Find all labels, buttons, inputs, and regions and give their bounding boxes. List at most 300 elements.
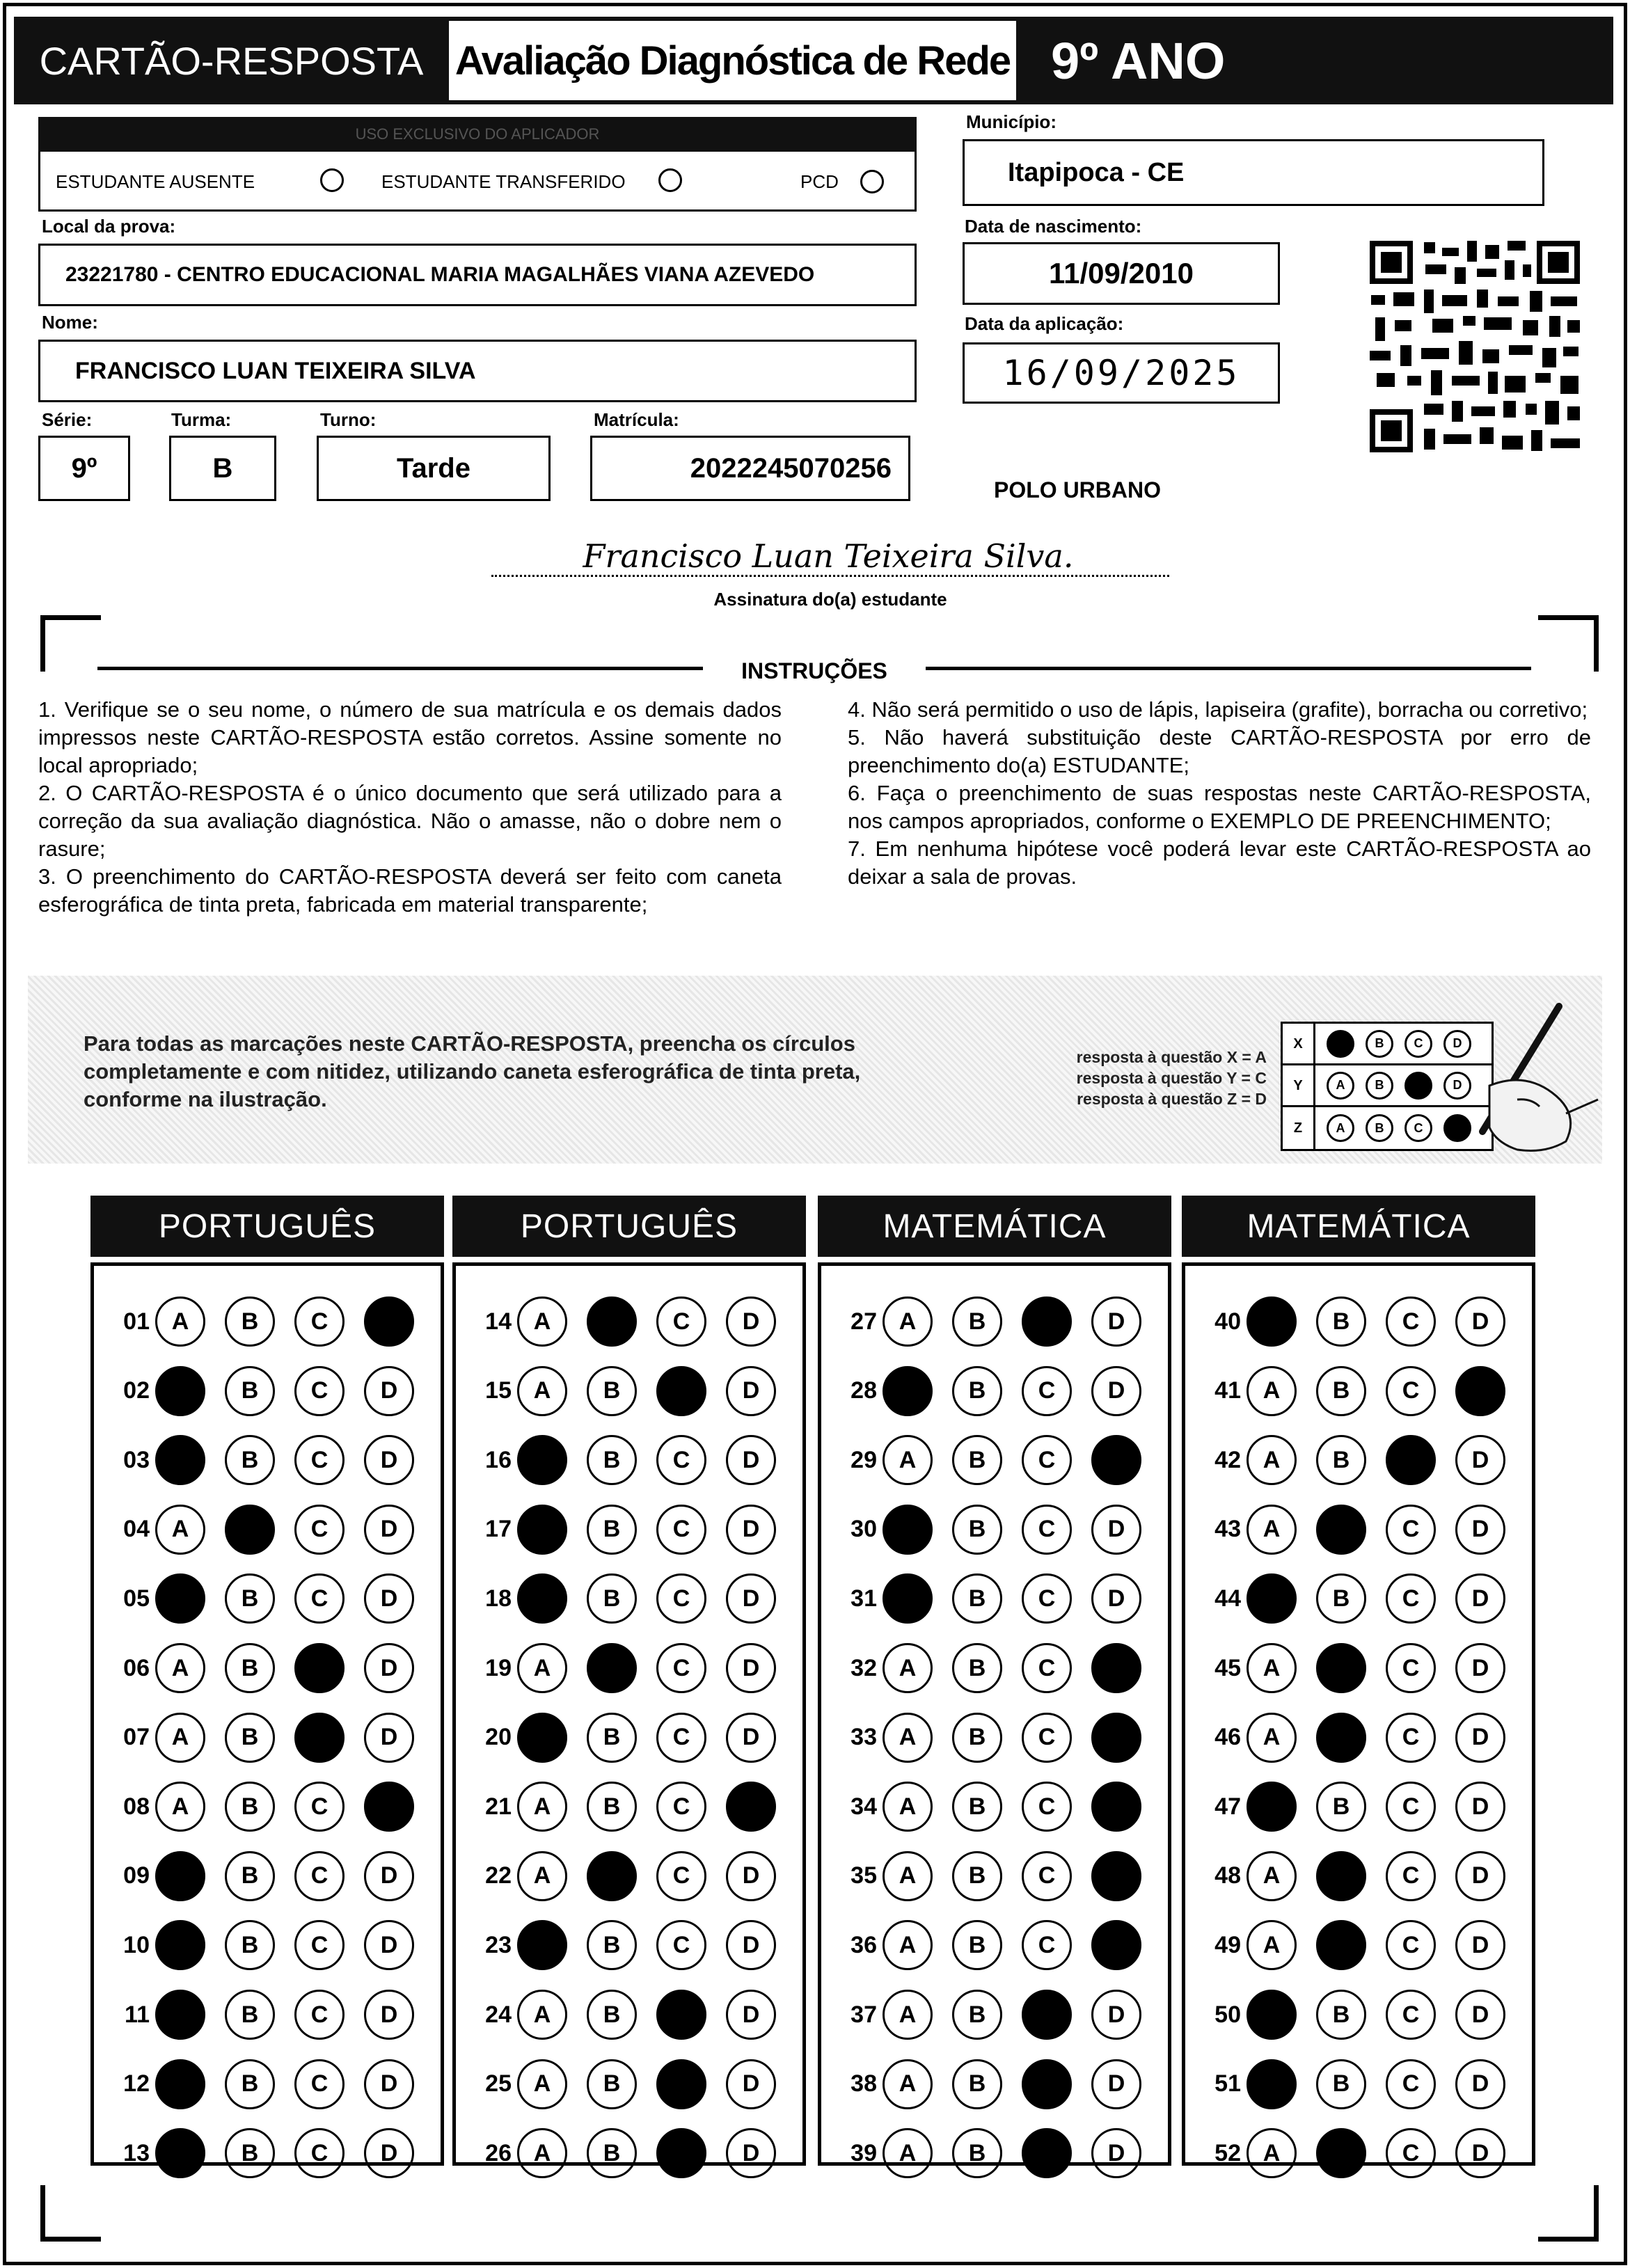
answer-bubble-a[interactable]: A <box>155 1643 205 1693</box>
answer-bubble-b[interactable] <box>587 1851 637 1901</box>
answer-bubble-d[interactable] <box>1091 1713 1141 1763</box>
answer-bubble-a[interactable] <box>517 1505 567 1555</box>
answer-bubble-d[interactable]: D <box>1455 1713 1505 1763</box>
answer-bubble-b[interactable]: B <box>952 1851 1002 1901</box>
answer-bubble-c[interactable]: C <box>1022 1782 1072 1832</box>
answer-bubble-c[interactable]: C <box>294 1296 345 1347</box>
answer-bubble-a[interactable]: A <box>517 1296 567 1347</box>
answer-bubble-a[interactable] <box>155 2128 205 2178</box>
answer-bubble-c[interactable]: C <box>1386 2059 1436 2109</box>
answer-bubble-b[interactable]: B <box>225 1782 275 1832</box>
answer-bubble-b[interactable]: B <box>1316 1782 1366 1832</box>
answer-bubble-b[interactable]: B <box>952 1505 1002 1555</box>
answer-bubble-a[interactable]: A <box>883 1643 933 1693</box>
answer-bubble-a[interactable] <box>155 1990 205 2040</box>
question-number: 22 <box>485 1862 512 1889</box>
pcd-radio[interactable] <box>860 170 884 193</box>
question-row <box>827 2056 1161 2112</box>
answer-bubble-b[interactable] <box>225 1505 275 1555</box>
answer-bubble-a[interactable]: A <box>517 1851 567 1901</box>
question-row <box>461 1432 796 1488</box>
aplicacao-field[interactable] <box>963 342 1280 404</box>
answer-bubble-a[interactable]: A <box>883 2059 933 2109</box>
answer-bubble-d[interactable]: D <box>364 1573 414 1624</box>
answer-bubble-a[interactable] <box>155 1573 205 1624</box>
answer-bubble-b[interactable]: B <box>952 1782 1002 1832</box>
answer-bubble-d[interactable] <box>364 1782 414 1832</box>
answer-bubble-c[interactable] <box>656 2059 706 2109</box>
question-number: 15 <box>485 1377 512 1404</box>
answer-bubble-d[interactable]: D <box>1455 1435 1505 1485</box>
answer-bubble-d[interactable]: D <box>364 1713 414 1763</box>
question-row <box>1191 1710 1525 1766</box>
answer-bubble-a[interactable] <box>1247 1573 1297 1624</box>
answer-bubble-c[interactable]: C <box>294 1920 345 1970</box>
answer-bubble-b[interactable] <box>1316 1643 1366 1693</box>
question-number: 09 <box>123 1862 150 1889</box>
example-bubble: D <box>1443 1030 1471 1058</box>
answer-bubble-c[interactable]: C <box>656 1435 706 1485</box>
instructions-left <box>38 696 782 919</box>
answer-bubble-a[interactable]: A <box>155 1782 205 1832</box>
answer-bubble-b[interactable]: B <box>587 1573 637 1624</box>
nascimento-field <box>963 242 1280 305</box>
example-bubble: D <box>1443 1072 1471 1100</box>
question-number: 44 <box>1214 1585 1241 1612</box>
instructions-rule-right <box>926 667 1531 670</box>
applicator-banner-text: USO EXCLUSIVO DO APLICADOR <box>355 125 600 143</box>
answer-bubble-c[interactable]: C <box>1022 1435 1072 1485</box>
answer-bubble-a[interactable]: A <box>155 1296 205 1347</box>
question-row <box>827 1502 1161 1557</box>
answer-bubble-a[interactable] <box>517 1573 567 1624</box>
transferred-radio[interactable] <box>658 168 682 192</box>
answer-bubble-a[interactable] <box>517 1435 567 1485</box>
instruction-4: 4. Não será permitido o uso de lápis, lapiseira (grafite), borracha ou corretivo; <box>848 697 1588 722</box>
answer-bubble-a[interactable]: A <box>883 1435 933 1485</box>
answer-bubble-c[interactable]: C <box>1022 1505 1072 1555</box>
answer-bubble-c[interactable] <box>1022 1296 1072 1347</box>
question-number: 04 <box>123 1516 150 1543</box>
corner-mark-bottom-left <box>40 2185 101 2242</box>
answer-bubble-a[interactable]: A <box>517 1366 567 1416</box>
answer-bubble-c[interactable]: C <box>656 1920 706 1970</box>
answer-bubble-d[interactable]: D <box>1455 1851 1505 1901</box>
answer-bubble-c[interactable]: C <box>294 1573 345 1624</box>
answer-bubble-b[interactable]: B <box>225 1643 275 1693</box>
applicator-box <box>38 152 917 212</box>
answer-bubble-d[interactable]: D <box>364 1851 414 1901</box>
turma-value: B <box>212 452 233 484</box>
answer-bubble-c[interactable] <box>294 1643 345 1693</box>
answer-bubble-b[interactable] <box>1316 1505 1366 1555</box>
serie-field <box>38 436 130 501</box>
answer-bubble-c[interactable]: C <box>1022 1573 1072 1624</box>
answer-bubble-b[interactable]: B <box>1316 1573 1366 1624</box>
answer-bubble-d[interactable]: D <box>726 1296 776 1347</box>
answer-bubble-a[interactable] <box>155 1366 205 1416</box>
answer-bubble-d[interactable]: D <box>726 1851 776 1901</box>
answer-bubble-a[interactable] <box>1247 2059 1297 2109</box>
instruction-3: 3. O preenchimento do CARTÃO-RESPOSTA deverá ser feito com caneta esferográfica de tinta preta, fabricada em material transparente; <box>38 864 782 917</box>
answer-bubble-a[interactable]: A <box>1247 1435 1297 1485</box>
answer-bubble-d[interactable]: D <box>1455 1990 1505 2040</box>
answer-bubble-d[interactable]: D <box>1455 1920 1505 1970</box>
answer-bubble-b[interactable]: B <box>952 2128 1002 2178</box>
answer-bubble-a[interactable]: A <box>517 2128 567 2178</box>
answer-bubble-a[interactable] <box>155 1851 205 1901</box>
question-number: 38 <box>850 2070 877 2097</box>
answer-bubble-d[interactable] <box>1455 1366 1505 1416</box>
answer-bubble-d[interactable] <box>1091 1435 1141 1485</box>
question-row <box>100 2125 434 2181</box>
answer-bubble-c[interactable]: C <box>1022 1713 1072 1763</box>
answer-bubble-d[interactable]: D <box>726 2128 776 2178</box>
question-number: 45 <box>1214 1654 1241 1681</box>
answer-bubble-d[interactable]: D <box>1091 1573 1141 1624</box>
answer-bubble-d[interactable]: D <box>364 2059 414 2109</box>
answer-bubble-c[interactable]: C <box>294 2128 345 2178</box>
answer-bubble-b[interactable]: B <box>225 1920 275 1970</box>
answer-bubble-c[interactable]: C <box>656 1296 706 1347</box>
municipio-value: Itapipoca - CE <box>1008 157 1185 187</box>
absent-radio[interactable] <box>320 168 344 192</box>
question-number: 10 <box>123 1931 150 1958</box>
answer-column <box>818 1262 1171 2166</box>
answer-bubble-a[interactable]: A <box>517 1782 567 1832</box>
answer-bubble-d[interactable]: D <box>1091 1296 1141 1347</box>
answer-bubble-d[interactable]: D <box>364 1990 414 2040</box>
question-number: 27 <box>850 1308 877 1335</box>
question-row <box>461 1363 796 1419</box>
question-row <box>100 1987 434 2043</box>
instructions-title: INSTRUÇÕES <box>741 658 887 683</box>
answer-bubble-b[interactable]: B <box>952 1366 1002 1416</box>
answer-bubble-b[interactable]: B <box>952 1296 1002 1347</box>
answer-bubble-a[interactable]: A <box>883 1713 933 1763</box>
aplicacao-value: 16/09/2025 <box>1002 353 1240 393</box>
question-number: 35 <box>850 1862 877 1889</box>
instructions-right <box>848 696 1591 891</box>
answer-bubble-c[interactable]: C <box>1022 1920 1072 1970</box>
example-bubble: A <box>1327 1030 1354 1058</box>
answer-bubble-b[interactable]: B <box>587 1990 637 2040</box>
answer-bubble-d[interactable]: D <box>1091 1505 1141 1555</box>
answer-bubble-b[interactable]: B <box>1316 2059 1366 2109</box>
answer-bubble-c[interactable]: C <box>294 1782 345 1832</box>
answer-bubble-d[interactable]: D <box>364 1920 414 1970</box>
answer-bubble-c[interactable]: C <box>656 1851 706 1901</box>
question-row <box>100 1917 434 1973</box>
answer-bubble-d[interactable]: D <box>1455 1573 1505 1624</box>
answer-bubble-b[interactable]: B <box>952 1435 1002 1485</box>
answer-bubble-a[interactable] <box>883 1366 933 1416</box>
question-number: 24 <box>485 2001 512 2028</box>
question-number: 29 <box>850 1446 877 1473</box>
example-bubble: C <box>1405 1114 1432 1142</box>
question-row <box>461 1502 796 1557</box>
answer-bubble-c[interactable]: C <box>294 1505 345 1555</box>
example-legend-z: resposta à questão Z = D <box>1077 1090 1267 1108</box>
answer-bubble-a[interactable]: A <box>883 1920 933 1970</box>
answer-bubble-b[interactable]: B <box>225 2128 275 2178</box>
answer-bubble-c[interactable]: C <box>294 1990 345 2040</box>
answer-bubble-d[interactable]: D <box>1091 2128 1141 2178</box>
answer-bubble-c[interactable] <box>656 1366 706 1416</box>
answer-bubble-d[interactable]: D <box>1455 1296 1505 1347</box>
answer-bubble-d[interactable]: D <box>726 1713 776 1763</box>
answer-bubble-d[interactable]: D <box>726 1505 776 1555</box>
answer-bubble-d[interactable]: D <box>1455 1643 1505 1693</box>
answer-bubble-b[interactable]: B <box>952 1643 1002 1693</box>
answer-bubble-d[interactable]: D <box>1455 2128 1505 2178</box>
answer-bubble-c[interactable]: C <box>1386 1505 1436 1555</box>
answer-bubble-c[interactable]: C <box>1386 1713 1436 1763</box>
answer-bubble-c[interactable]: C <box>1022 1366 1072 1416</box>
answer-bubble-b[interactable]: B <box>952 1713 1002 1763</box>
answer-bubble-c[interactable] <box>294 1713 345 1763</box>
answer-bubble-c[interactable]: C <box>1386 1573 1436 1624</box>
answer-bubble-a[interactable]: A <box>1247 1505 1297 1555</box>
answer-bubble-d[interactable]: D <box>726 1643 776 1693</box>
question-number: 17 <box>485 1516 512 1543</box>
answer-bubble-c[interactable]: C <box>1386 1851 1436 1901</box>
answer-bubble-a[interactable] <box>1247 1990 1297 2040</box>
answer-bubble-d[interactable] <box>1091 1851 1141 1901</box>
example-row-label: X <box>1283 1023 1315 1065</box>
answer-bubble-d[interactable]: D <box>1455 1782 1505 1832</box>
answer-bubble-b[interactable]: B <box>952 2059 1002 2109</box>
answer-bubble-c[interactable]: C <box>1386 1643 1436 1693</box>
answer-bubble-c[interactable]: C <box>1386 2128 1436 2178</box>
answer-bubble-a[interactable] <box>1247 1782 1297 1832</box>
answer-bubble-a[interactable]: A <box>883 2128 933 2178</box>
question-row <box>461 1917 796 1973</box>
answer-bubble-b[interactable]: B <box>1316 1296 1366 1347</box>
question-number: 08 <box>123 1793 150 1820</box>
answer-bubble-b[interactable]: B <box>587 1782 637 1832</box>
answer-bubble-c[interactable]: C <box>656 1573 706 1624</box>
answer-bubble-c[interactable]: C <box>1386 1920 1436 1970</box>
answer-bubble-c[interactable]: C <box>656 1643 706 1693</box>
question-number: 16 <box>485 1446 512 1473</box>
answer-bubble-a[interactable]: A <box>155 1713 205 1763</box>
column-title: PORTUGUÊS <box>452 1196 806 1257</box>
question-row <box>827 1571 1161 1626</box>
answer-bubble-b[interactable]: B <box>952 1573 1002 1624</box>
answer-bubble-d[interactable]: D <box>364 1505 414 1555</box>
answer-bubble-d[interactable]: D <box>726 2059 776 2109</box>
question-number: 32 <box>850 1654 877 1681</box>
answer-bubble-d[interactable] <box>1091 1920 1141 1970</box>
answer-bubble-b[interactable]: B <box>952 1920 1002 1970</box>
question-row <box>100 1502 434 1557</box>
answer-bubble-b[interactable]: B <box>587 1505 637 1555</box>
question-row <box>461 1571 796 1626</box>
question-row <box>461 2056 796 2112</box>
question-row <box>461 1987 796 2043</box>
answer-bubble-d[interactable]: D <box>726 1920 776 1970</box>
answer-bubble-a[interactable]: A <box>1247 1851 1297 1901</box>
question-row <box>1191 1502 1525 1557</box>
exam-title-box <box>449 17 1016 104</box>
answer-bubble-b[interactable]: B <box>952 1990 1002 2040</box>
answer-bubble-a[interactable]: A <box>883 1990 933 2040</box>
example-bubble: A <box>1327 1072 1354 1100</box>
answer-bubble-a[interactable]: A <box>1247 1920 1297 1970</box>
answer-bubble-d[interactable] <box>1091 1643 1141 1693</box>
answer-bubble-a[interactable]: A <box>517 2059 567 2109</box>
answer-bubble-d[interactable]: D <box>364 1366 414 1416</box>
answer-bubble-a[interactable] <box>155 1435 205 1485</box>
corner-mark-top-left <box>40 615 101 672</box>
answer-bubble-b[interactable]: B <box>1316 1435 1366 1485</box>
answer-bubble-a[interactable]: A <box>1247 1643 1297 1693</box>
question-number: 14 <box>485 1308 512 1335</box>
answer-bubble-b[interactable]: B <box>225 1990 275 2040</box>
answer-bubble-d[interactable]: D <box>1091 1366 1141 1416</box>
answer-bubble-a[interactable]: A <box>517 1643 567 1693</box>
example-row-label: Z <box>1283 1107 1315 1149</box>
answer-bubble-d[interactable]: D <box>726 1573 776 1624</box>
local-value: 23221780 - CENTRO EDUCACIONAL MARIA MAGALHÃES VIANA AZEVEDO <box>65 263 815 286</box>
question-row <box>1191 1848 1525 1904</box>
answer-bubble-a[interactable]: A <box>883 1782 933 1832</box>
card-title-box <box>14 17 449 104</box>
answer-bubble-c[interactable] <box>656 2128 706 2178</box>
answer-bubble-b[interactable] <box>1316 1920 1366 1970</box>
question-row <box>100 2056 434 2112</box>
answer-bubble-b[interactable]: B <box>1316 1990 1366 2040</box>
answer-bubble-b[interactable]: B <box>225 2059 275 2109</box>
answer-bubble-b[interactable]: B <box>587 1713 637 1763</box>
answer-bubble-b[interactable] <box>1316 1713 1366 1763</box>
answer-bubble-b[interactable] <box>1316 1851 1366 1901</box>
answer-bubble-c[interactable]: C <box>1022 1851 1072 1901</box>
answer-bubble-c[interactable]: C <box>656 1713 706 1763</box>
answer-bubble-a[interactable]: A <box>883 1851 933 1901</box>
answer-bubble-b[interactable]: B <box>225 1366 275 1416</box>
answer-bubble-c[interactable] <box>1022 2059 1072 2109</box>
answer-bubble-a[interactable] <box>883 1573 933 1624</box>
column-title: PORTUGUÊS <box>90 1196 444 1257</box>
answer-bubble-b[interactable]: B <box>1316 1366 1366 1416</box>
answer-bubble-c[interactable]: C <box>1386 1782 1436 1832</box>
answer-bubble-b[interactable]: B <box>587 1366 637 1416</box>
answer-bubble-a[interactable] <box>883 1505 933 1555</box>
answer-bubble-a[interactable] <box>155 1920 205 1970</box>
answer-bubble-d[interactable]: D <box>364 1643 414 1693</box>
question-row <box>100 1363 434 1419</box>
answer-bubble-d[interactable]: D <box>1091 2059 1141 2109</box>
answer-bubble-d[interactable]: D <box>1455 2059 1505 2109</box>
answer-bubble-b[interactable]: B <box>225 1851 275 1901</box>
answer-bubble-d[interactable]: D <box>364 1435 414 1485</box>
question-row <box>461 1848 796 1904</box>
answer-bubble-c[interactable]: C <box>294 1435 345 1485</box>
answer-bubble-b[interactable]: B <box>587 2059 637 2109</box>
answer-bubble-d[interactable]: D <box>726 1435 776 1485</box>
answer-bubble-c[interactable]: C <box>1386 1990 1436 2040</box>
answer-bubble-b[interactable]: B <box>225 1573 275 1624</box>
answer-bubble-c[interactable]: C <box>1022 1643 1072 1693</box>
answer-bubble-a[interactable] <box>517 1920 567 1970</box>
answer-bubble-c[interactable]: C <box>1386 1366 1436 1416</box>
nome-value: FRANCISCO LUAN TEIXEIRA SILVA <box>75 357 476 384</box>
question-row <box>461 1779 796 1834</box>
turno-value: Tarde <box>397 452 470 484</box>
answer-bubble-b[interactable]: B <box>225 1713 275 1763</box>
municipio-label: Município: <box>966 111 1057 132</box>
answer-bubble-b[interactable] <box>1316 2128 1366 2178</box>
answer-bubble-c[interactable]: C <box>1386 1296 1436 1347</box>
transferred-label: ESTUDANTE TRANSFERIDO <box>381 171 626 192</box>
answer-bubble-b[interactable]: B <box>587 1920 637 1970</box>
answer-bubble-a[interactable]: A <box>155 1505 205 1555</box>
answer-bubble-d[interactable]: D <box>1455 1505 1505 1555</box>
answer-bubble-c[interactable]: C <box>294 1366 345 1416</box>
question-number: 25 <box>485 2070 512 2097</box>
answer-bubble-d[interactable]: D <box>364 2128 414 2178</box>
answer-bubble-b[interactable] <box>587 1643 637 1693</box>
answer-bubble-c[interactable]: C <box>294 1851 345 1901</box>
nascimento-label: Data de nascimento: <box>965 216 1142 237</box>
answer-bubble-c[interactable]: C <box>656 1505 706 1555</box>
question-number: 01 <box>123 1308 150 1335</box>
example-row <box>1283 1107 1491 1149</box>
grade-box <box>1016 17 1613 104</box>
question-row <box>1191 1779 1525 1834</box>
answer-bubble-d[interactable]: D <box>726 1366 776 1416</box>
question-row <box>461 1710 796 1766</box>
answer-bubble-d[interactable] <box>1091 1782 1141 1832</box>
answer-bubble-b[interactable] <box>587 1296 637 1347</box>
answer-bubble-c[interactable] <box>656 1990 706 2040</box>
applicator-banner <box>38 117 917 152</box>
answer-bubble-c[interactable]: C <box>656 1782 706 1832</box>
answer-bubble-a[interactable]: A <box>1247 1366 1297 1416</box>
answer-bubble-a[interactable]: A <box>1247 2128 1297 2178</box>
example-legend-x: resposta à questão X = A <box>1076 1048 1267 1066</box>
answer-bubble-d[interactable]: D <box>1091 1990 1141 2040</box>
answer-bubble-d[interactable] <box>726 1782 776 1832</box>
answer-bubble-b[interactable]: B <box>587 1435 637 1485</box>
answer-bubble-c[interactable]: C <box>294 2059 345 2109</box>
answer-bubble-a[interactable] <box>1247 1296 1297 1347</box>
question-row <box>827 2125 1161 2181</box>
answer-bubble-b[interactable]: B <box>225 1296 275 1347</box>
answer-column <box>452 1262 806 2166</box>
answer-bubble-c[interactable] <box>1022 1990 1072 2040</box>
answer-bubble-a[interactable]: A <box>1247 1713 1297 1763</box>
answer-bubble-d[interactable] <box>364 1296 414 1347</box>
answer-bubble-c[interactable] <box>1022 2128 1072 2178</box>
answer-bubble-b[interactable]: B <box>587 2128 637 2178</box>
answer-bubble-c[interactable] <box>1386 1435 1436 1485</box>
question-number: 50 <box>1214 2001 1241 2028</box>
answer-bubble-d[interactable]: D <box>726 1990 776 2040</box>
answer-bubble-b[interactable]: B <box>225 1435 275 1485</box>
answer-bubble-a[interactable]: A <box>517 1990 567 2040</box>
question-number: 19 <box>485 1654 512 1681</box>
example-bubble: B <box>1366 1114 1393 1142</box>
question-row <box>100 1710 434 1766</box>
answer-bubble-a[interactable]: A <box>883 1296 933 1347</box>
answer-bubble-a[interactable] <box>517 1713 567 1763</box>
question-row <box>827 1363 1161 1419</box>
answer-bubble-a[interactable] <box>155 2059 205 2109</box>
question-row <box>100 1848 434 1904</box>
